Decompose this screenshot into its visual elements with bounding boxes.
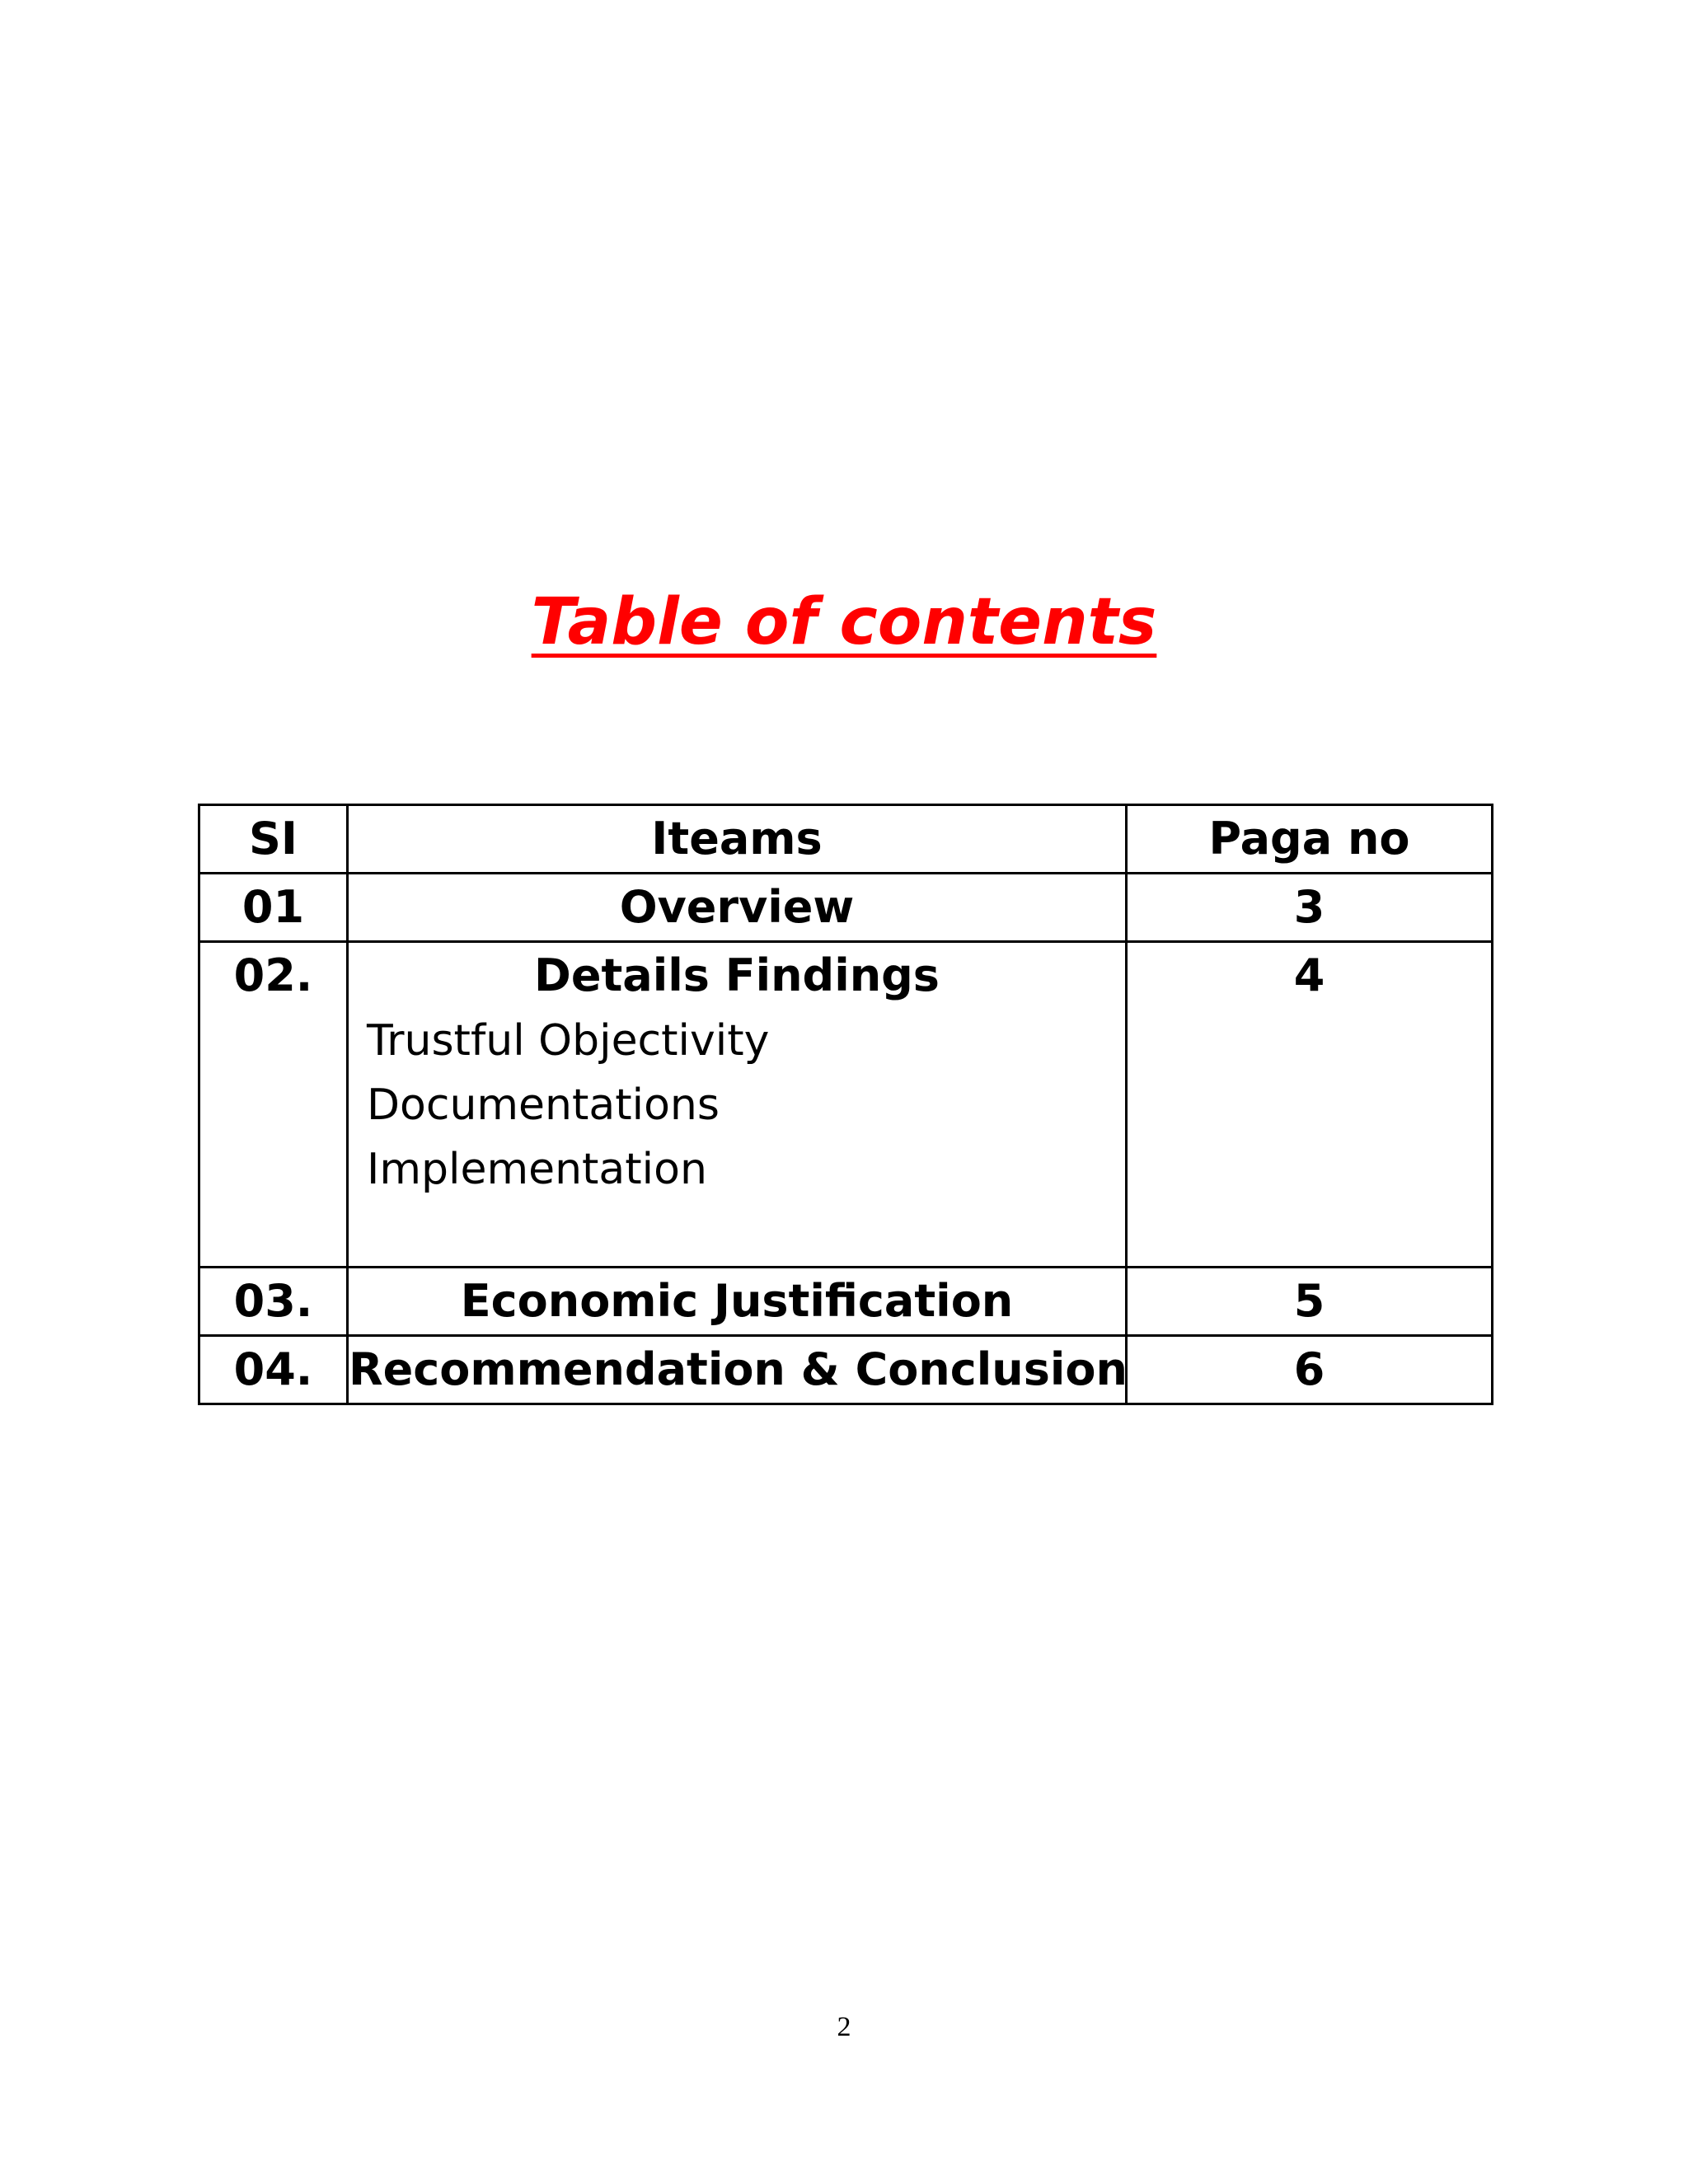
row-item: Recommendation & Conclusion: [349, 1343, 1128, 1395]
row-page-cell: [1127, 874, 1493, 942]
header-page: Paga no: [1208, 813, 1410, 865]
row-item-cell: [348, 942, 1127, 1268]
toc-title-text: Table of contents: [531, 585, 1157, 659]
toc-title: [0, 581, 1688, 663]
row-item-cell: [348, 874, 1127, 942]
header-items: Iteams: [651, 813, 823, 865]
header-si: SI: [249, 813, 298, 865]
row-si-cell: [199, 942, 348, 1268]
toc-row-economic-justification: [199, 1268, 1493, 1336]
toc-table: [198, 804, 1493, 1405]
toc-row-recommendation-conclusion: [199, 1336, 1493, 1404]
row-page-cell: [1127, 942, 1493, 1268]
page-number: 2: [837, 2012, 851, 2042]
row-page-cell: [1127, 1268, 1493, 1336]
row-page: 6: [1293, 1343, 1325, 1395]
row-si: 02.: [233, 949, 313, 1001]
row-item: Overview: [619, 881, 855, 933]
row-item: Details Findings: [534, 949, 940, 1001]
row-si: 01: [241, 881, 305, 933]
subitem-list: [349, 1009, 1125, 1202]
subitem: Trustful Objectivity: [367, 1016, 770, 1066]
row-page: 4: [1293, 949, 1325, 1001]
row-si: 04.: [233, 1343, 313, 1395]
row-item: Economic Justification: [460, 1275, 1014, 1327]
row-page: 3: [1293, 881, 1325, 933]
toc-row-overview: [199, 874, 1493, 942]
subitem: Implementation: [367, 1145, 707, 1194]
header-page-cell: [1127, 805, 1493, 874]
subitem: Documentations: [367, 1080, 720, 1130]
row-page: 5: [1293, 1275, 1325, 1327]
row-si-cell: [199, 1268, 348, 1336]
row-si-cell: [199, 874, 348, 942]
row-item-cell: [348, 1336, 1127, 1404]
toc-header-row: [199, 805, 1493, 874]
row-page-cell: [1127, 1336, 1493, 1404]
toc-row-details-findings: [199, 942, 1493, 1268]
row-si: 03.: [233, 1275, 313, 1327]
header-items-cell: [348, 805, 1127, 874]
row-si-cell: [199, 1336, 348, 1404]
header-si-cell: [199, 805, 348, 874]
row-item-cell: [348, 1268, 1127, 1336]
